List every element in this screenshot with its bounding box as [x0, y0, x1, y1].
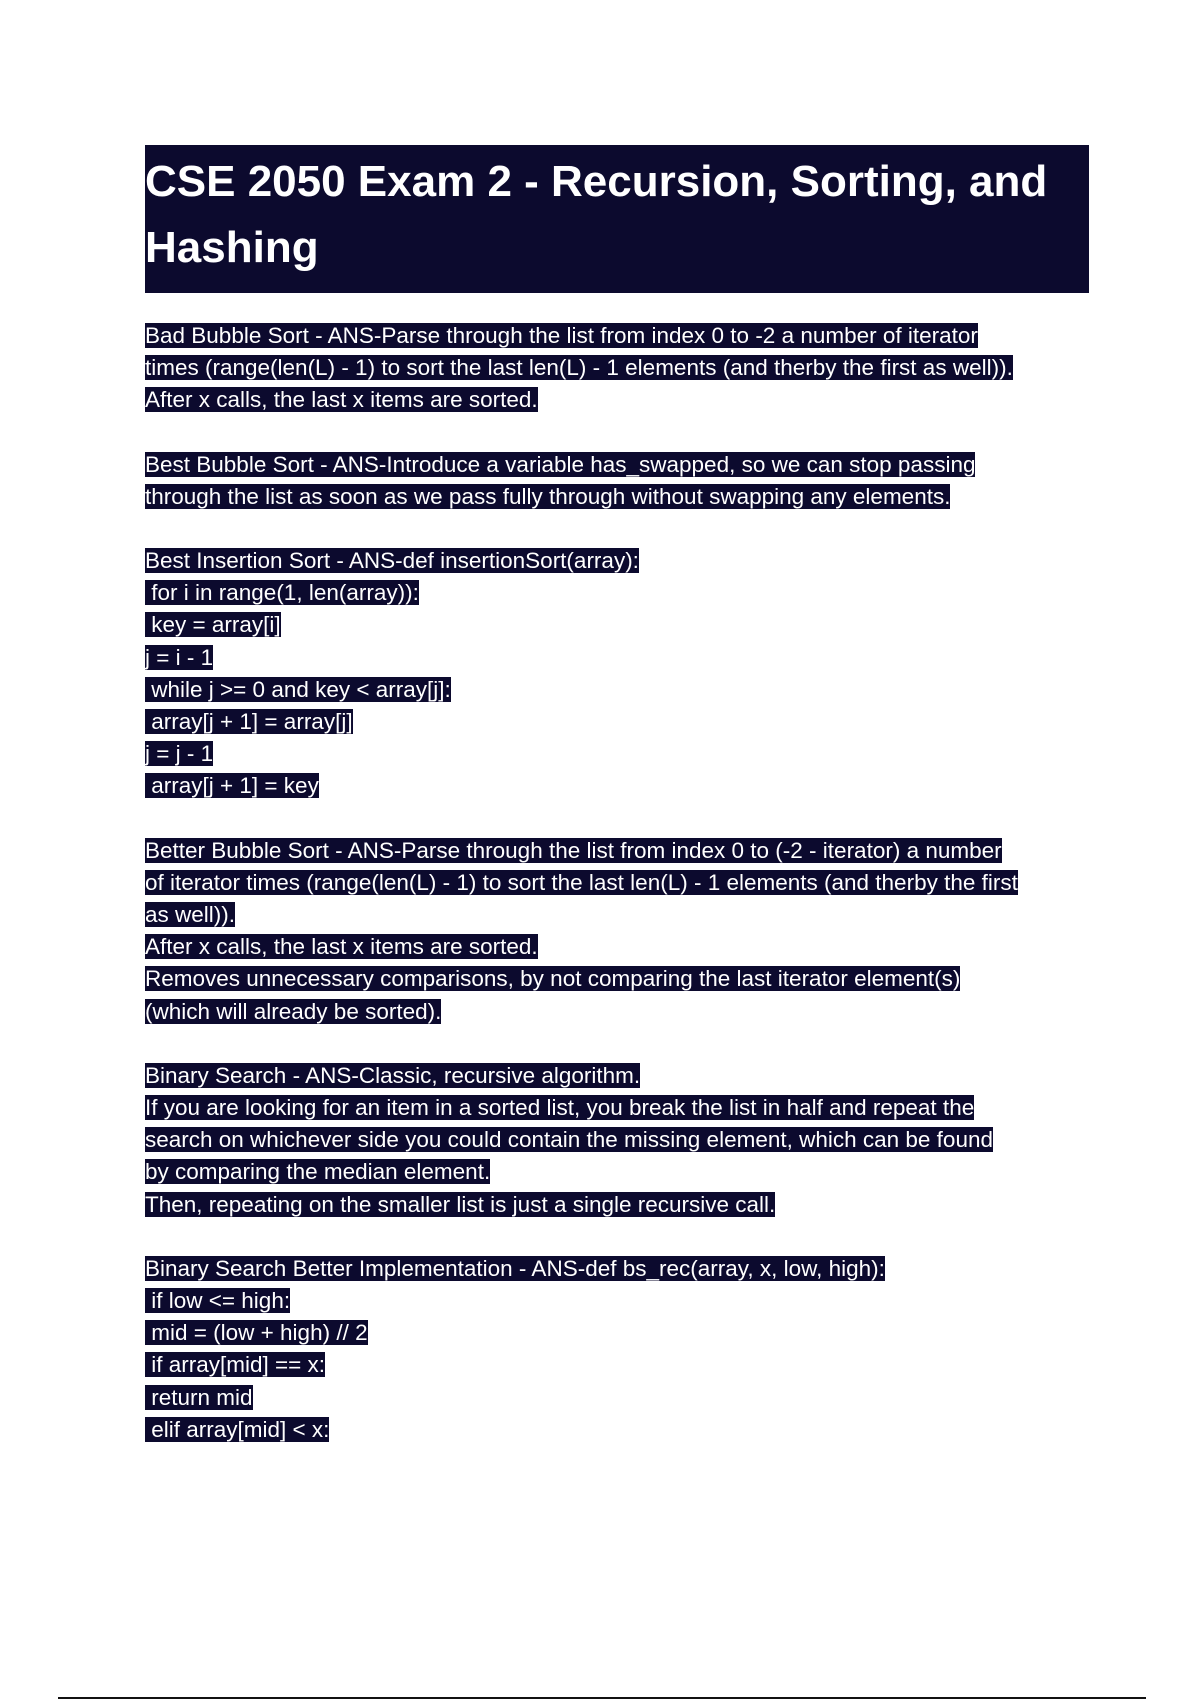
entry-answer-line — [145, 867, 1089, 899]
highlighted-text: times (range(len(L) - 1) to sort the last len(L) - 1 elements (and therby the first as well)). — [145, 355, 1013, 381]
highlighted-text: After x calls, the last x items are sorted. — [145, 387, 538, 413]
page-bottom-rule — [58, 1697, 1146, 1699]
highlighted-text: mid = (low + high) // 2 — [145, 1320, 368, 1346]
highlighted-text: array[j + 1] = key — [145, 773, 319, 799]
highlighted-text: while j >= 0 and key < array[j]: — [145, 676, 451, 702]
highlighted-text: elif array[mid] < x: — [145, 1416, 330, 1442]
highlighted-text: search on whichever side you could contain the missing element, which can be found — [145, 1127, 993, 1153]
highlighted-text: if low <= high: — [145, 1288, 291, 1314]
highlighted-text: j = i - 1 — [145, 644, 214, 670]
highlighted-text: key = array[i] — [145, 612, 281, 638]
highlighted-text: Best Insertion Sort - ANS-def insertionSort(array): — [145, 548, 639, 574]
entry-answer-line — [145, 931, 1089, 963]
entry-answer-line — [145, 996, 1089, 1028]
flashcard-list — [145, 320, 1089, 1446]
entry-answer-line — [145, 1382, 1089, 1414]
entry-term-line — [145, 835, 1089, 867]
document-page — [145, 145, 1089, 1478]
entry-term-line — [145, 1060, 1089, 1092]
entry-answer-line — [145, 384, 1089, 416]
entry-answer-line — [145, 577, 1089, 609]
highlighted-text: Then, repeating on the smaller list is just a single recursive call. — [145, 1191, 776, 1217]
entry-term-line — [145, 449, 1089, 481]
entry-term-line — [145, 1253, 1089, 1285]
entry-answer-line — [145, 738, 1089, 770]
highlighted-text: of iterator times (range(len(L) - 1) to sort the last len(L) - 1 elements (and therby the first — [145, 869, 1018, 895]
entry-answer-line — [145, 1349, 1089, 1381]
entry-answer-line — [145, 1317, 1089, 1349]
entry-answer-line — [145, 1189, 1089, 1221]
flashcard-entry — [145, 449, 1089, 513]
highlighted-text: Removes unnecessary comparisons, by not comparing the last iterator element(s) — [145, 966, 961, 992]
highlighted-text: If you are looking for an item in a sorted list, you break the list in half and repeat the — [145, 1095, 975, 1121]
entry-answer-line — [145, 1414, 1089, 1446]
flashcard-entry — [145, 1060, 1089, 1221]
highlighted-text: through the list as soon as we pass fully through without swapping any elements. — [145, 483, 951, 509]
entry-answer-line — [145, 1092, 1089, 1124]
entry-answer-line — [145, 706, 1089, 738]
title-banner — [145, 145, 1089, 293]
highlighted-text: as well)). — [145, 902, 236, 928]
entry-answer-line — [145, 770, 1089, 802]
entry-answer-line — [145, 352, 1089, 384]
highlighted-text: j = j - 1 — [145, 741, 214, 767]
flashcard-entry — [145, 545, 1089, 803]
entry-answer-line — [145, 609, 1089, 641]
highlighted-text: (which will already be sorted). — [145, 998, 442, 1024]
entry-answer-line — [145, 1285, 1089, 1317]
highlighted-text: return mid — [145, 1384, 253, 1410]
document-title: CSE 2050 Exam 2 - Recursion, Sorting, and Hashing — [145, 157, 1048, 272]
highlighted-text: Better Bubble Sort - ANS-Parse through the list from index 0 to (-2 - iterator) a number — [145, 837, 1002, 863]
flashcard-entry — [145, 1253, 1089, 1446]
entry-term-line — [145, 545, 1089, 577]
highlighted-text: Bad Bubble Sort - ANS-Parse through the list from index 0 to -2 a number of iterator — [145, 323, 978, 348]
entry-answer-line — [145, 481, 1089, 513]
highlighted-text: Best Bubble Sort - ANS-Introduce a variable has_swapped, so we can stop passing — [145, 451, 976, 477]
highlighted-text: by comparing the median element. — [145, 1159, 491, 1185]
flashcard-entry — [145, 835, 1089, 1028]
entry-answer-line — [145, 899, 1089, 931]
flashcard-entry — [145, 320, 1089, 417]
entry-term-line — [145, 320, 1089, 352]
entry-answer-line — [145, 1156, 1089, 1188]
highlighted-text: Binary Search - ANS-Classic, recursive algorithm. — [145, 1062, 641, 1088]
highlighted-text: Binary Search Better Implementation - ANS-def bs_rec(array, x, low, high): — [145, 1255, 885, 1281]
entry-answer-line — [145, 642, 1089, 674]
highlighted-text: if array[mid] == x: — [145, 1352, 326, 1378]
entry-answer-line — [145, 674, 1089, 706]
highlighted-text: array[j + 1] = array[j] — [145, 709, 353, 735]
highlighted-text: for i in range(1, len(array)): — [145, 580, 419, 606]
entry-answer-line — [145, 1124, 1089, 1156]
highlighted-text: After x calls, the last x items are sorted. — [145, 934, 538, 960]
entry-answer-line — [145, 963, 1089, 995]
